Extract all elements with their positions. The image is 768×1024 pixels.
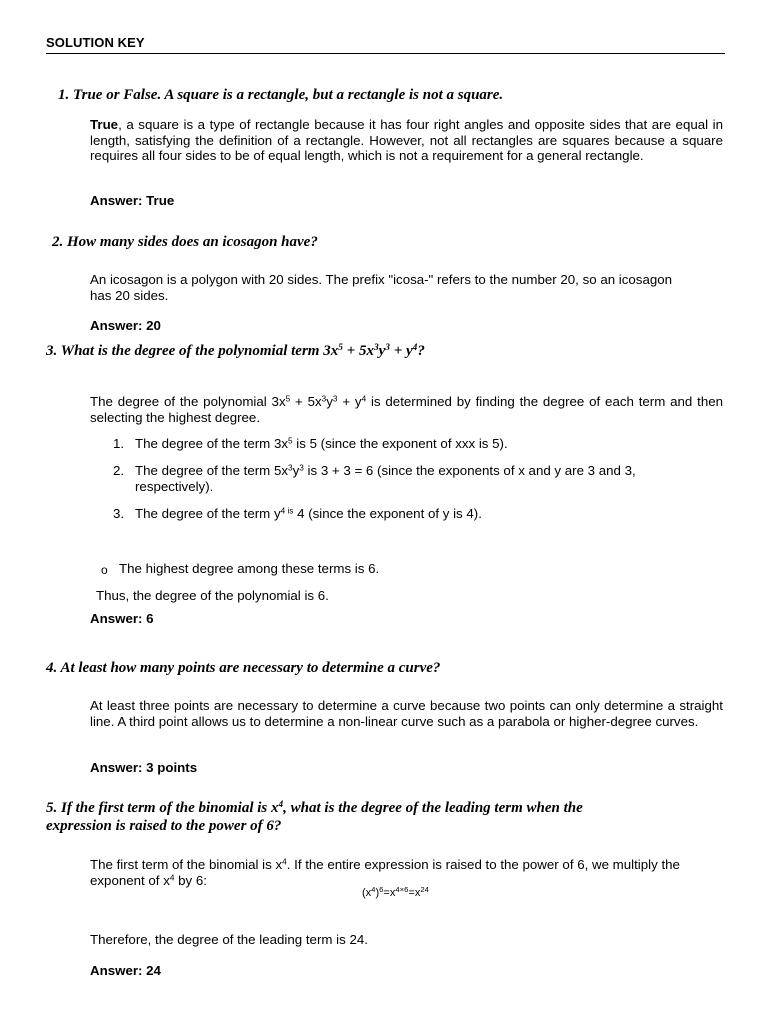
q5-question-b: , what is the degree of the leading term when the [283,800,583,816]
q1-explanation-text: , a square is a type of rectangle because it has four right angles and opposite sides that are equal in length, satisfying the definition of a rectangle. However, not all rectangles are squares because a square requires all four sides to be of equal length, which is not a requirement for a general rectangle. [90,117,723,163]
question-5-line-2: expression is raised to the power of 6? [46,818,282,834]
q1-answer: Answer: True [90,193,175,208]
q3-intro: The degree of the polynomial $3x^5 + 5x^3y^3 + y^4$ is determined by finding the degree of each term and then selecting the highest degree. [90,394,723,425]
q5-explanation-c: by 6: [174,872,207,888]
q3-bullet-marker: o [101,563,108,577]
q3-step-2: 2. The degree of the term $5x^3y^3$ is 3 + 3 = 6 (since the exponents of x and y are 3 and 3, respectively). [113,463,636,494]
q4-answer: Answer: 3 points [90,760,198,775]
q5-conclusion: Therefore, the degree of the leading term is 24. [90,932,368,947]
q5-question-a: 5. If the first term of the binomial is x [46,800,279,816]
q3-bullet-text: The highest degree among these terms is 6. [119,561,380,576]
q3-question-prefix: 3. What is the degree of the polynomial term 3x [46,343,339,359]
q5-equation: $(x^4)^6=x^{4\times 6}=x^{24}$ [362,884,429,899]
question-2: 2. How many sides does an icosagon have? [52,234,318,250]
q3-step-1-text-a: The degree of the term 3x [135,436,288,451]
q3-step-1: 1. The degree of the term $3x^5$ is 5 (since the exponent of xxx is 5). [113,436,508,451]
q5-explanation-a: The first term of the binomial is x [90,857,283,872]
q3-step-2-text-b: is 3 + 3 = 6 (since the exponents of x and y are 3 and 3, respectively). [135,463,636,494]
q5-answer: Answer: 24 [90,963,161,978]
question-3: 3. What is the degree of the polynomial term $3x^5 + 5x^3y^3 + y^4$? [46,342,425,359]
q4-explanation: At least three points are necessary to determine a curve because two points can only determine a straight line. A third point allows us to determine a non-linear curve such as a parabola or higher-degree curves. [90,698,723,729]
q1-explanation [90,117,723,164]
question-4: 4. At least how many points are necessary to determine a curve? [46,660,441,676]
q3-step-1-number: 1. [113,436,125,451]
q2-explanation: An icosagon is a polygon with 20 sides. The prefix "icosa-" refers to the number 20, so an icosagon has 20 sides. [90,272,673,303]
q3-step-3: 3. The degree of the term $y^{4 is}$ 4 (since the exponent of y is 4). [113,506,482,521]
q1-bold-lead: True [90,117,119,132]
q2-answer: Answer: 20 [90,318,161,333]
solution-key-header: SOLUTION KEY [46,35,725,54]
q3-step-2-text-a: The degree of the term 5x [135,463,288,478]
q3-intro-a: The degree of the polynomial 3x [90,394,286,409]
q3-step-3-text-a: The degree of the term y [135,506,281,521]
q3-step-3-number: 3. [113,506,125,521]
q3-step-2-number: 2. [113,463,125,478]
q5-explanation: The first term of the binomial is $x^4$. If the entire expression is raised to the power of 6, we multiply the exponent of $x^4$ by 6: [90,857,680,888]
q3-step-3-text-b: 4 (since the exponent of y is 4). [293,506,482,521]
q5-equation-prefix: (x [362,887,372,899]
q5-explanation-b: . If the entire expression is raised to the power of 6, we multiply the exponent of x [90,857,680,888]
q3-intro-b: is determined by finding the degree of each term and then selecting the highest degree. [90,394,723,425]
q3-answer: Answer: 6 [90,611,154,626]
q3-conclusion: Thus, the degree of the polynomial is 6. [96,588,329,603]
question-5-line-1: 5. If the first term of the binomial is $x^4$, what is the degree of the leading term when the [46,799,583,816]
question-1: 1. True or False. A square is a rectangle, but a rectangle is not a square. [58,87,504,103]
q3-step-1-text-b: is 5 (since the exponent of xxx is 5). [292,436,508,451]
